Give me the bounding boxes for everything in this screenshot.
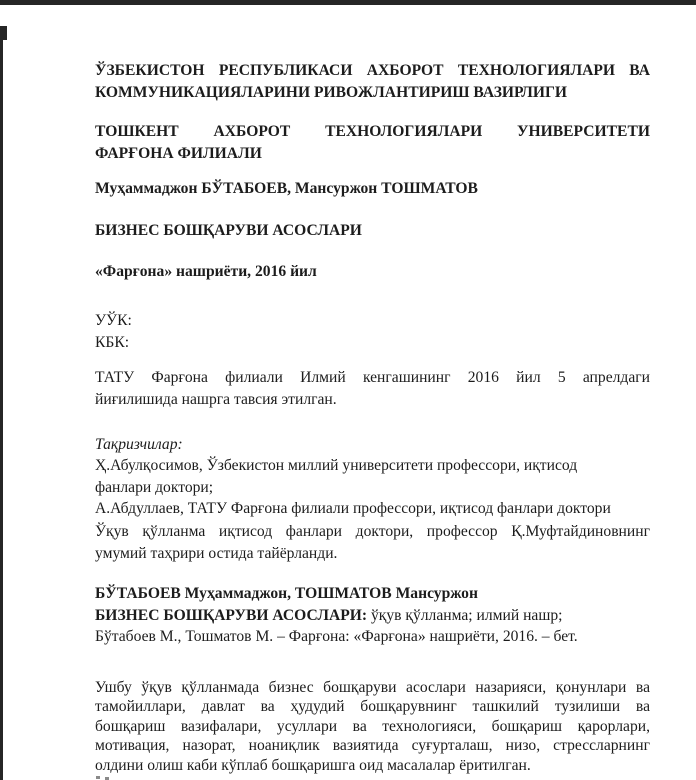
- approval-paragraph: [95, 367, 650, 410]
- reviewer-2-line: А.Абдуллаев, ТАТУ Фарғона филиали профессори, иқтисод фанлари доктори: [95, 500, 611, 518]
- classification-codes: [95, 310, 650, 353]
- reviewer-1-line-2: фанлари доктори;: [95, 478, 214, 496]
- university-heading: [95, 121, 650, 164]
- reviewer-1-line-1: Ҳ.Абулқосимов, Ўзбекистон миллий университети профессори, иқтисод: [95, 457, 578, 475]
- approval-line-2: йиғилишида нашрга тавсия этилган.: [95, 390, 337, 408]
- annotation-line-5: олдини олиш каби кўплаб бошқаришга оид масалалар ёритилган.: [95, 756, 531, 774]
- reviewers-section: [95, 434, 650, 520]
- editor-note-line-2: умумий таҳрири остида тайёрланди.: [95, 544, 338, 562]
- bbk-label: КБК:: [95, 333, 130, 351]
- annotation-line-3: бошқариш вазифалари, усуллари ва технологияси, бошқариш қарорлари,: [95, 717, 650, 735]
- udk-label: УЎК:: [95, 312, 132, 330]
- scan-edge-left: [0, 26, 3, 780]
- bibliography-title-rest: ўқув қўлланма; илмий нашр;: [367, 606, 563, 624]
- ministry-heading-line-1: ЎЗБЕКИСТОН РЕСПУБЛИКАСИ АХБОРОТ ТЕХНОЛОГИЯЛАРИ ВА: [95, 62, 650, 79]
- university-heading-line-1: ТОШКЕНТ АХБОРОТ ТЕХНОЛОГИЯЛАРИ УНИВЕРСИТЕТИ: [95, 123, 650, 141]
- title-page-content: [95, 0, 650, 775]
- imprint-line: «Фарғона» нашриёти, 2016 йил: [95, 262, 317, 280]
- ministry-heading-line-2: КОММУНИКАЦИЯЛАРИНИ РИВОЖЛАНТИРИШ ВАЗИРЛИГИ: [95, 83, 568, 101]
- book-title: БИЗНЕС БОШҚАРУВИ АСОСЛАРИ: [95, 221, 362, 239]
- editor-note: [95, 521, 650, 564]
- cut-off-next-line-marks: [96, 776, 100, 779]
- annotation-line-4: мотивация, назорат, ноаниқлик вазиятида суғурталаш, низо, стрессларнинг: [95, 737, 650, 755]
- bibliography-imprint: Бўтабоев М., Тошматов М. – Фарғона: «Фарғона» нашриёти, 2016. – бет.: [95, 628, 578, 646]
- university-heading-line-2: ФАРҒОНА ФИЛИАЛИ: [95, 144, 262, 162]
- annotation-line-1: Ушбу ўқув қўлланмада бизнес бошқаруви асослари назарияси, қонунлари ва: [95, 678, 650, 696]
- bibliographic-entry: [95, 583, 650, 648]
- bibliography-title-bold: БИЗНЕС БОШҚАРУВИ АСОСЛАРИ:: [95, 606, 368, 624]
- approval-line-1: ТАТУ Фарғона филиали Илмий кенгашининг 2016 йил 5 апрелдаги: [95, 369, 650, 387]
- bibliography-authors: БЎТАБОЕВ Муҳаммаджон, ТОШМАТОВ Мансуржон: [95, 585, 478, 603]
- annotation-paragraph: [95, 678, 650, 776]
- ministry-heading: [95, 60, 650, 103]
- editor-note-line-1: Ўқув қўлланма иқтисод фанлари доктори, профессор Қ.Муфтайдиновнинг: [95, 522, 650, 540]
- authors-line: Муҳаммаджон БЎТАБОЕВ, Мансуржон ТОШМАТОВ: [95, 180, 478, 198]
- reviewers-heading: Тақризчилар:: [95, 435, 183, 453]
- annotation-line-2: тамойиллари, давлат ва ҳудудий бошқарувнинг ташкилий тузилиши ва: [95, 698, 650, 716]
- bibliography-title-line: [95, 605, 650, 627]
- scan-edge-notch: [0, 26, 7, 40]
